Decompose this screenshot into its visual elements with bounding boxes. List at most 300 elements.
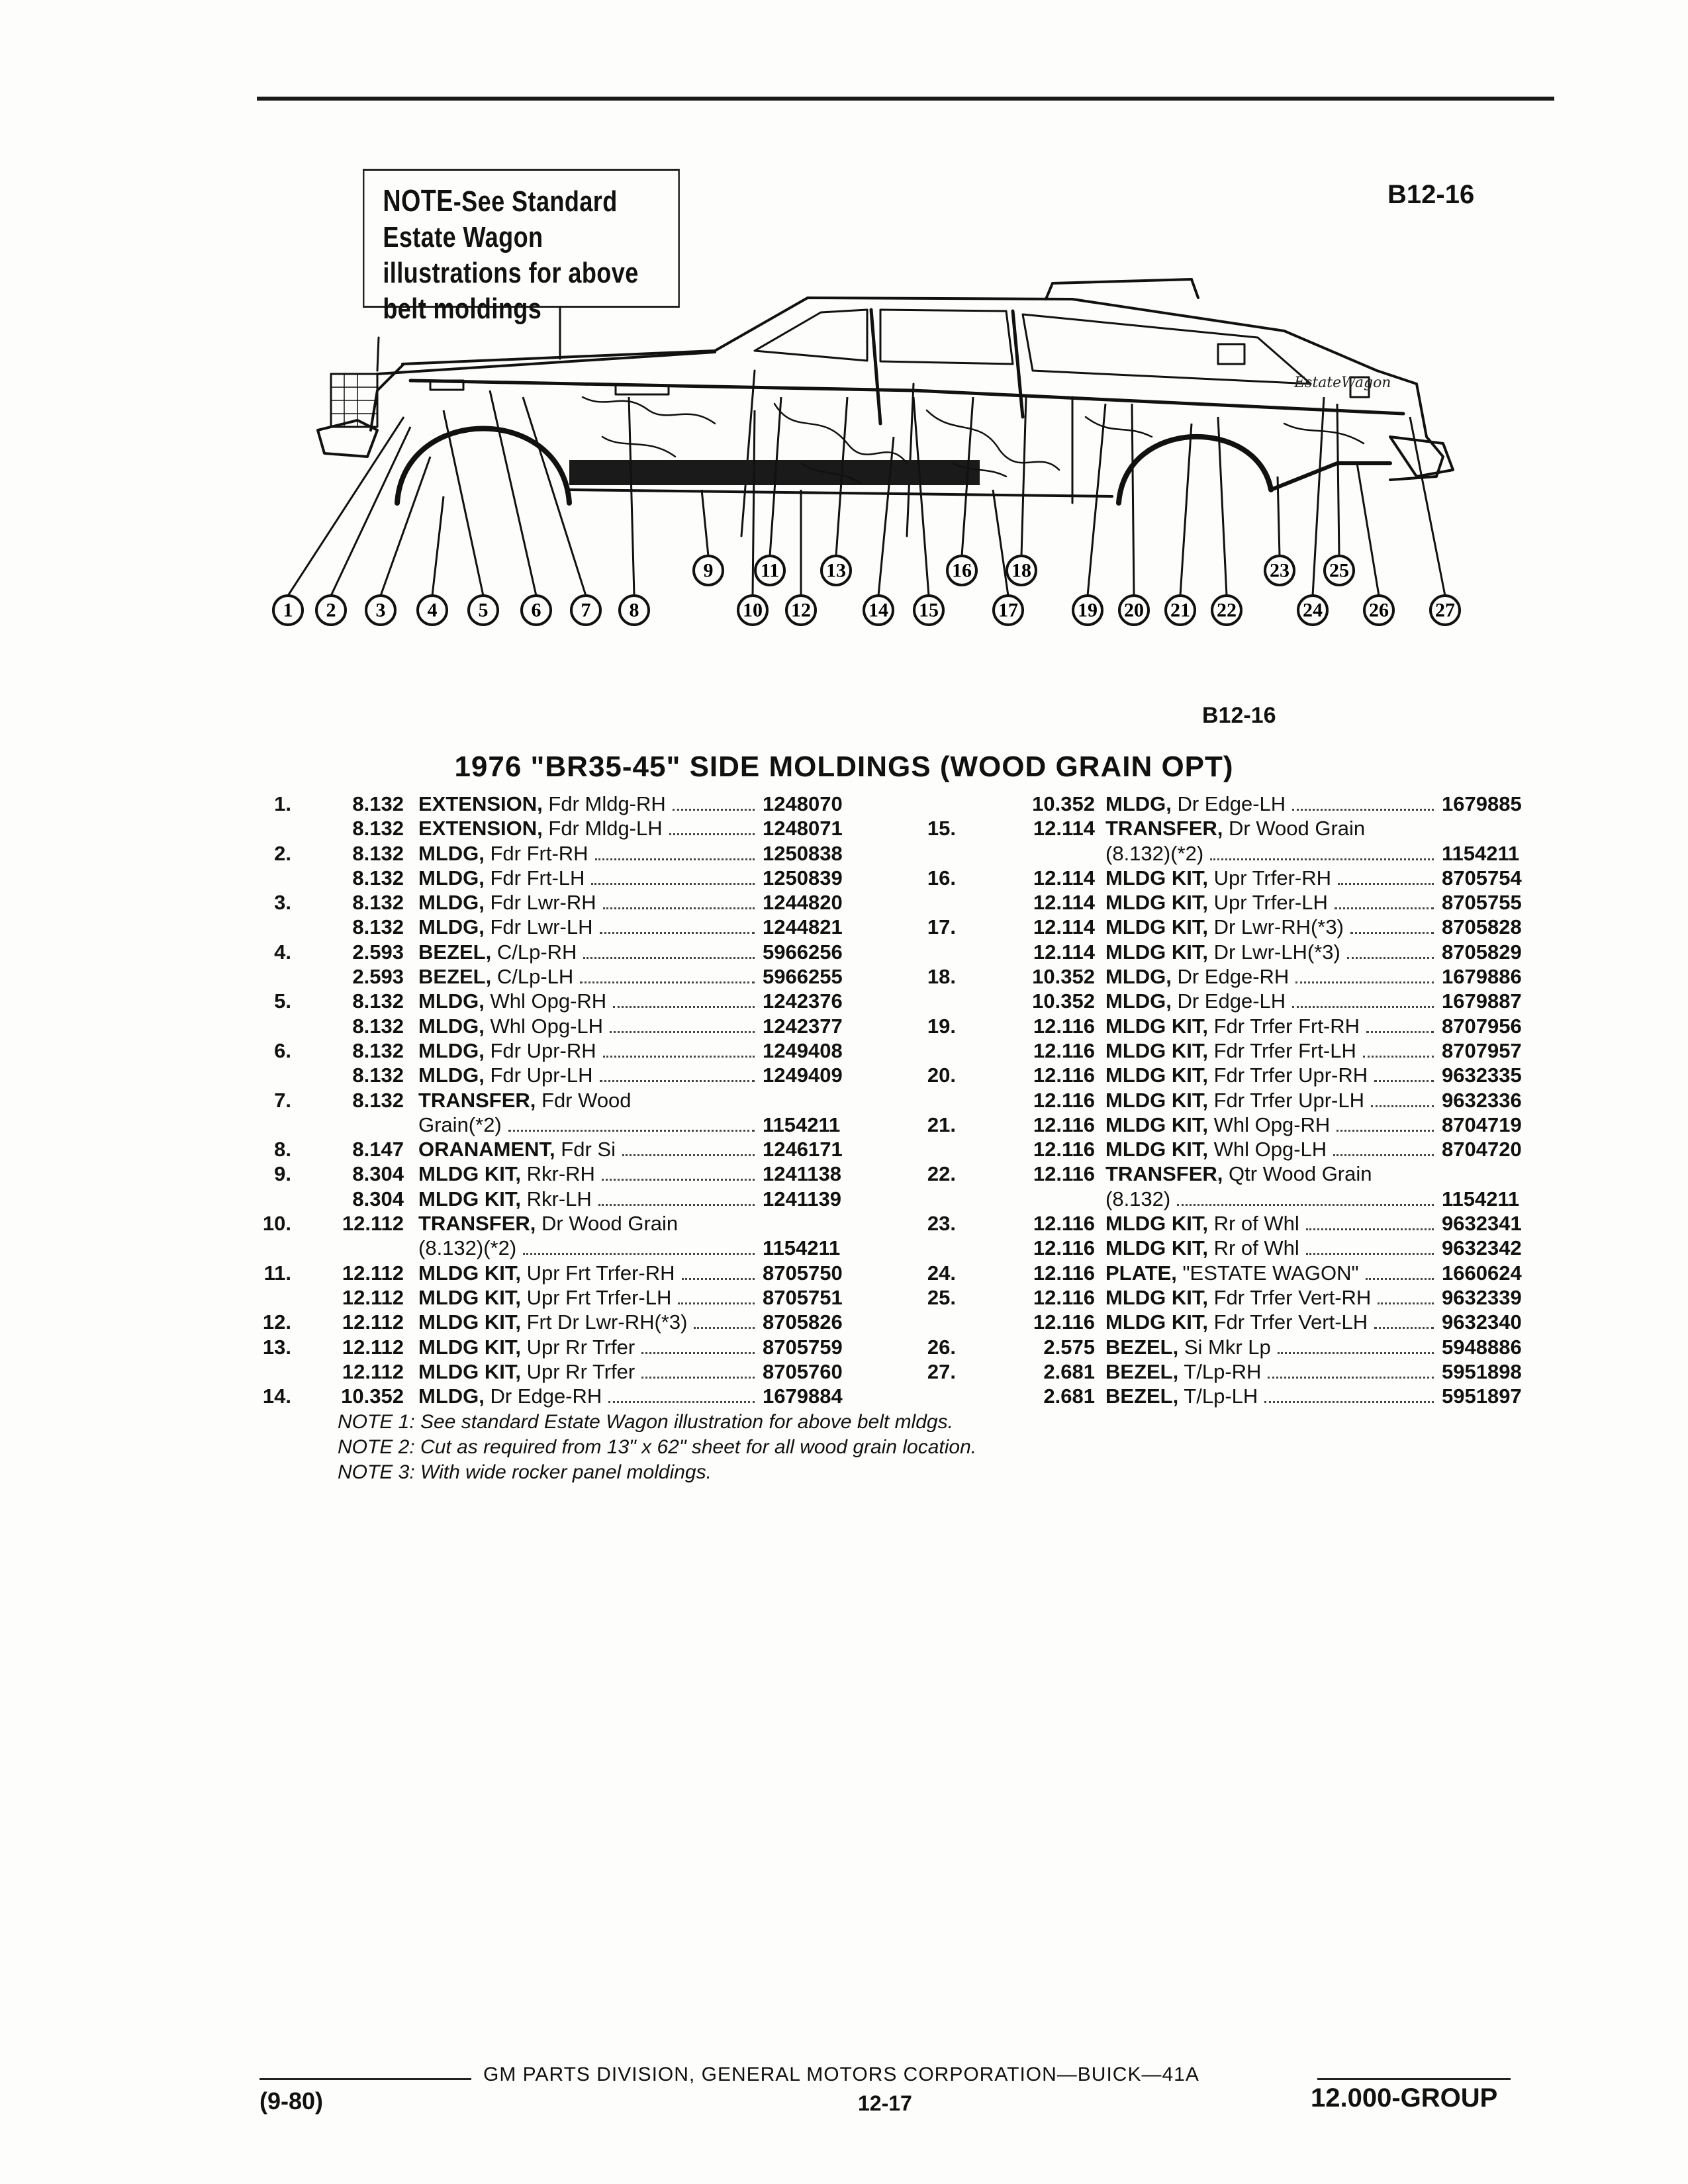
group-code: 2.593: [352, 940, 404, 964]
part-detail: T/Lp-LH: [1178, 1385, 1258, 1408]
callout-15: [914, 596, 943, 625]
part-name: EXTENSION,: [418, 817, 543, 841]
part-name: MLDG KIT,: [1105, 1088, 1208, 1112]
group-code: 12.116: [1033, 1310, 1095, 1334]
callout-12: [786, 596, 816, 625]
parts-row: [916, 866, 1556, 890]
part-detail: "ESTATE WAGON": [1176, 1261, 1359, 1285]
part-detail: Dr Lwr-RH(*3): [1208, 915, 1344, 939]
group-code: 8.132: [352, 866, 404, 889]
part-description: [1105, 1113, 1431, 1137]
part-detail: Fdr Si: [555, 1138, 616, 1161]
part-number: 8705759: [763, 1335, 843, 1359]
dot-leader: [1347, 957, 1434, 959]
part-name: MLDG,: [418, 841, 485, 865]
part-description: [1105, 989, 1431, 1013]
parts-row: [916, 1113, 1556, 1137]
part-name: MLDG KIT,: [418, 1285, 521, 1309]
group-code: 12.116: [1033, 1138, 1095, 1161]
part-number: 1679884: [763, 1385, 843, 1408]
part-detail: (8.132)(*2): [1105, 841, 1204, 865]
part-name: BEZEL,: [1105, 1335, 1179, 1359]
item-number: 6.: [274, 1038, 291, 1062]
footer-rule-right: [1317, 2078, 1511, 2080]
part-name: MLDG KIT,: [1105, 866, 1208, 889]
parts-row: [916, 915, 1556, 939]
item-number: 10.: [262, 1212, 291, 1236]
group-code: 12.114: [1033, 817, 1095, 841]
parts-row: [252, 890, 874, 915]
group-code: 12.116: [1033, 1038, 1095, 1062]
parts-row: [252, 1014, 874, 1038]
item-number: 17.: [927, 915, 956, 939]
part-number: 8704720: [1442, 1138, 1522, 1161]
part-number: 1679885: [1442, 792, 1522, 815]
svg-text:7: 7: [581, 599, 591, 621]
svg-text:4: 4: [427, 599, 438, 621]
dot-leader: [603, 1056, 755, 1058]
part-number: 1660624: [1442, 1261, 1522, 1285]
part-description: [418, 1088, 749, 1113]
part-description: [418, 1359, 749, 1384]
parts-row: [252, 1187, 874, 1211]
svg-text:27: 27: [1435, 599, 1455, 621]
svg-text:23: 23: [1270, 559, 1289, 582]
dot-leader: [1306, 1228, 1434, 1230]
dot-leader: [603, 907, 755, 909]
group-code: 10.352: [1032, 965, 1095, 989]
group-code: 8.304: [352, 1162, 404, 1186]
part-description: [1105, 1359, 1431, 1384]
dot-leader: [1350, 932, 1434, 934]
parts-row: [252, 1038, 874, 1063]
part-number: 8705755: [1442, 891, 1522, 915]
part-number: 1679887: [1442, 989, 1522, 1013]
part-detail: Rkr-RH: [521, 1162, 595, 1186]
group-code: 8.132: [352, 915, 404, 939]
dot-leader: [1374, 1080, 1434, 1082]
parts-row: [252, 1384, 874, 1408]
dot-leader: [1292, 809, 1434, 811]
callout-7: [571, 596, 600, 625]
parts-row: [252, 964, 874, 989]
dot-leader: [1366, 1278, 1434, 1280]
parts-row: [916, 1236, 1556, 1260]
part-number: 1242377: [763, 1014, 843, 1038]
part-number: 9632336: [1442, 1088, 1522, 1112]
part-number: 8705828: [1442, 915, 1522, 939]
part-number: 1249408: [763, 1038, 843, 1062]
callout-16: [947, 556, 976, 585]
part-name: MLDG KIT,: [1105, 915, 1208, 939]
dot-leader: [598, 1204, 755, 1206]
note-3: NOTE 3: With wide rocker panel moldings.: [338, 1461, 712, 1483]
part-description: [1105, 792, 1431, 816]
group-code: 10.352: [1032, 989, 1095, 1013]
group-code: 8.132: [352, 1064, 404, 1087]
part-number: 1241139: [763, 1187, 841, 1210]
part-number: 8707957: [1442, 1038, 1522, 1062]
part-name: PLATE,: [1105, 1261, 1177, 1285]
item-number: 24.: [927, 1261, 956, 1285]
parts-row: [252, 1137, 874, 1161]
part-detail: Fdr Trfer Upr-LH: [1208, 1088, 1364, 1112]
part-number: 1679886: [1442, 965, 1522, 989]
part-name: TRANSFER,: [1105, 1162, 1223, 1186]
dot-leader: [580, 981, 755, 983]
part-detail: C/Lp-RH: [491, 940, 577, 964]
part-description: [1105, 890, 1431, 915]
dot-leader: [1374, 1327, 1434, 1329]
parts-row: [916, 792, 1556, 816]
part-detail: T/Lp-RH: [1178, 1359, 1262, 1383]
svg-text:16: 16: [952, 559, 972, 582]
callout-23: [1265, 556, 1294, 585]
part-description: [418, 866, 749, 890]
part-name: BEZEL,: [1105, 1359, 1179, 1383]
item-number: 23.: [927, 1212, 956, 1236]
part-description: [1105, 1211, 1431, 1236]
dot-leader: [1295, 981, 1434, 983]
svg-text:18: 18: [1011, 559, 1031, 582]
part-detail: Dr Edge-LH: [1171, 792, 1286, 815]
part-description: [418, 989, 749, 1013]
group-code: 12.112: [342, 1261, 404, 1285]
group-code: 12.112: [342, 1335, 404, 1359]
part-number: 5951898: [1442, 1359, 1522, 1383]
part-name: MLDG KIT,: [418, 1187, 521, 1210]
item-number: 1.: [274, 792, 291, 815]
part-description: [418, 1310, 749, 1334]
part-description: [418, 816, 749, 841]
parts-row: [916, 841, 1556, 866]
parts-row: [252, 1063, 874, 1087]
group-code: 12.114: [1033, 915, 1095, 939]
part-detail: Fdr Upr-RH: [484, 1038, 596, 1062]
item-number: 27.: [927, 1359, 956, 1383]
item-number: 9.: [274, 1162, 291, 1186]
group-code: 12.114: [1033, 866, 1095, 889]
svg-text:9: 9: [703, 559, 714, 582]
parts-row: [916, 1187, 1556, 1211]
part-number: 1242376: [763, 989, 843, 1013]
parts-row: [916, 1285, 1556, 1310]
group-code: 12.116: [1033, 1212, 1095, 1236]
group-code: 12.116: [1033, 1162, 1095, 1186]
part-number: 5951897: [1442, 1385, 1522, 1408]
group-code: 12.112: [342, 1359, 404, 1383]
part-detail: Dr Wood Grain: [536, 1212, 679, 1236]
part-detail: Fdr Lwr-RH: [484, 891, 596, 915]
parts-row: [252, 1088, 874, 1113]
dot-leader: [1338, 883, 1434, 885]
part-name: MLDG,: [418, 1385, 485, 1408]
group-code: 8.132: [352, 1038, 404, 1062]
svg-text:6: 6: [531, 599, 541, 621]
parts-row: [916, 1310, 1556, 1334]
callout-13: [821, 556, 851, 585]
part-description: [418, 1261, 749, 1285]
svg-text:13: 13: [826, 559, 846, 582]
part-description: [1105, 841, 1431, 866]
part-description: [1105, 1038, 1431, 1063]
svg-text:1: 1: [283, 599, 293, 621]
group-code: 12.112: [342, 1212, 404, 1236]
part-detail: (8.132): [1105, 1187, 1171, 1210]
part-name: MLDG,: [1105, 792, 1172, 815]
item-number: 8.: [274, 1138, 291, 1161]
parts-list-right: [916, 792, 1556, 1408]
part-description: [418, 792, 749, 816]
group-number: 12.000-GROUP: [1311, 2083, 1498, 2113]
svg-text:26: 26: [1369, 599, 1389, 621]
part-detail: Upr Rr Trfer: [521, 1335, 635, 1359]
svg-text:12: 12: [791, 599, 811, 621]
dot-leader: [1333, 1154, 1434, 1156]
part-detail: Fdr Wood: [536, 1088, 632, 1112]
item-number: 21.: [927, 1113, 956, 1136]
part-detail: Fdr Lwr-LH: [484, 915, 593, 939]
dot-leader: [641, 1352, 755, 1354]
part-detail: Rr of Whl: [1208, 1212, 1299, 1236]
group-code: 8.147: [352, 1138, 404, 1161]
part-number: 1244821: [763, 915, 843, 939]
callout-24: [1298, 596, 1327, 625]
parts-row: [252, 940, 874, 964]
part-name: BEZEL,: [418, 940, 492, 964]
item-number: 4.: [274, 940, 291, 964]
parts-row: [916, 1063, 1556, 1087]
part-detail: Fdr Trfer Frt-RH: [1208, 1014, 1360, 1038]
part-detail: Whl Opg-LH: [484, 1014, 604, 1038]
parts-row: [916, 1088, 1556, 1113]
part-description: [1105, 1014, 1431, 1038]
svg-text:14: 14: [868, 599, 888, 621]
part-name: TRANSFER,: [418, 1088, 536, 1112]
part-name: BEZEL,: [418, 965, 492, 989]
part-number: 8705750: [763, 1261, 843, 1285]
part-description: [418, 940, 749, 964]
callout-4: [418, 596, 447, 625]
dot-leader: [1363, 1056, 1434, 1058]
item-number: 18.: [927, 965, 956, 989]
part-detail: Grain(*2): [418, 1113, 502, 1136]
part-number: 1249409: [763, 1064, 843, 1087]
part-detail: Whl Opg-RH: [1208, 1113, 1331, 1136]
part-number: 1250838: [763, 841, 843, 865]
callout-14: [864, 596, 893, 625]
group-code: 8.132: [352, 792, 404, 815]
part-name: MLDG,: [418, 1064, 485, 1087]
group-code: 10.352: [341, 1385, 404, 1408]
part-detail: Upr Trfer-RH: [1208, 866, 1331, 889]
part-description: [418, 1113, 749, 1137]
parts-row: [916, 890, 1556, 915]
part-name: MLDG KIT,: [418, 1359, 521, 1383]
callout-18: [1007, 556, 1036, 585]
part-number: 9632341: [1442, 1212, 1522, 1236]
svg-text:8: 8: [629, 599, 639, 621]
part-detail: Si Mkr Lp: [1178, 1335, 1271, 1359]
callout-17: [994, 596, 1023, 625]
dot-leader: [682, 1278, 755, 1280]
dot-leader: [1210, 858, 1434, 860]
dot-leader: [641, 1377, 755, 1379]
part-detail: Frt Dr Lwr-RH(*3): [521, 1310, 688, 1334]
parts-row: [916, 1161, 1556, 1186]
svg-text:11: 11: [760, 559, 780, 582]
dot-leader: [508, 1130, 755, 1132]
part-description: [1105, 1261, 1431, 1285]
part-detail: Dr Edge-RH: [1171, 965, 1289, 989]
parts-row: [252, 1285, 874, 1310]
group-code: 10.352: [1032, 792, 1095, 815]
part-description: [418, 1335, 749, 1359]
item-number: 11.: [263, 1261, 291, 1285]
group-code: 2.593: [352, 965, 404, 989]
item-number: 5.: [274, 989, 291, 1013]
parts-row: [252, 1261, 874, 1285]
dot-leader: [1336, 1130, 1434, 1132]
part-number: 1248071: [763, 817, 843, 841]
part-detail: Dr Lwr-LH(*3): [1208, 940, 1340, 964]
item-number: 15.: [927, 817, 956, 841]
item-number: 3.: [274, 891, 291, 915]
parts-row: [252, 915, 874, 939]
svg-text:21: 21: [1170, 599, 1190, 621]
part-description: [418, 1384, 749, 1408]
part-detail: Rkr-LH: [521, 1187, 592, 1210]
parts-row: [916, 1211, 1556, 1236]
part-detail: Whl Opg-RH: [484, 989, 607, 1013]
part-description: [418, 1161, 749, 1186]
svg-text:2: 2: [326, 599, 336, 621]
part-description: [1105, 1063, 1431, 1087]
part-description: [1105, 1161, 1431, 1186]
svg-text:10: 10: [743, 599, 763, 621]
group-code: 8.132: [352, 891, 404, 915]
estate-wagon-script: EstateWagon: [1294, 375, 1391, 391]
parts-row: [252, 866, 874, 890]
part-number: 1246171: [763, 1138, 843, 1161]
group-code: 12.114: [1033, 940, 1095, 964]
dot-leader: [602, 1179, 755, 1181]
group-code: 8.132: [352, 1088, 404, 1112]
part-detail: Upr Frt Trfer-RH: [521, 1261, 675, 1285]
part-name: MLDG KIT,: [418, 1335, 521, 1359]
callout-19: [1073, 596, 1102, 625]
dot-leader: [673, 809, 755, 811]
parts-row: [916, 940, 1556, 964]
dot-leader: [1335, 907, 1434, 909]
group-code: 12.116: [1033, 1261, 1095, 1285]
note-text: -See Standard Estate Wagon illustrations for above belt moldings: [383, 185, 639, 325]
part-detail: Fdr Trfer Frt-LH: [1208, 1038, 1356, 1062]
part-number: 9632342: [1442, 1236, 1522, 1260]
part-number: 1154211: [1442, 841, 1520, 865]
part-number: 1154211: [763, 1236, 841, 1260]
part-name: MLDG KIT,: [1105, 1038, 1208, 1062]
part-description: [1105, 940, 1431, 964]
part-detail: (8.132)(*2): [418, 1236, 517, 1260]
parts-row: [252, 1359, 874, 1384]
dot-leader: [1306, 1253, 1434, 1255]
part-number: 8704719: [1442, 1113, 1522, 1136]
dot-leader: [591, 883, 755, 885]
dot-leader: [678, 1302, 755, 1304]
part-description: [1105, 1137, 1431, 1161]
part-detail: Fdr Trfer Vert-LH: [1208, 1310, 1368, 1334]
part-number: 1244820: [763, 891, 843, 915]
item-number: 13.: [262, 1335, 291, 1359]
dot-leader: [1292, 1006, 1434, 1008]
parts-row: [252, 792, 874, 816]
parts-row: [252, 1335, 874, 1359]
item-number: 7.: [274, 1088, 291, 1112]
part-detail: Upr Frt Trfer-LH: [521, 1285, 672, 1309]
parts-row: [252, 1236, 874, 1260]
item-number: 16.: [927, 866, 956, 889]
callout-21: [1166, 596, 1195, 625]
part-detail: Rr of Whl: [1208, 1236, 1299, 1260]
part-name: MLDG KIT,: [1105, 1212, 1208, 1236]
part-name: MLDG KIT,: [1105, 1236, 1208, 1260]
dot-leader: [1366, 1031, 1434, 1033]
part-number: 5966255: [763, 965, 843, 989]
parts-row: [252, 1113, 874, 1137]
dot-leader: [613, 1006, 755, 1008]
part-description: [418, 964, 749, 989]
dot-leader: [608, 1401, 755, 1403]
group-code: 8.132: [352, 817, 404, 841]
dot-leader: [1278, 1352, 1434, 1354]
parts-row: [252, 841, 874, 866]
part-description: [1105, 816, 1431, 841]
item-number: 2.: [274, 841, 291, 865]
dot-leader: [1371, 1105, 1434, 1107]
note-2: NOTE 2: Cut as required from 13" x 62" sheet for all wood grain location.: [338, 1436, 977, 1458]
part-description: [1105, 1310, 1431, 1334]
item-number: 14.: [262, 1385, 291, 1408]
car-illustration: [252, 238, 1483, 662]
dot-leader: [1177, 1204, 1434, 1206]
part-detail: Fdr Mldg-RH: [542, 792, 666, 815]
part-detail: Dr Edge-LH: [1171, 989, 1286, 1013]
svg-text:19: 19: [1078, 599, 1098, 621]
part-name: MLDG,: [418, 989, 485, 1013]
parts-row: [916, 1137, 1556, 1161]
part-description: [1105, 915, 1431, 939]
footer-rule-left: [259, 2078, 471, 2080]
part-description: [418, 1236, 749, 1260]
svg-text:3: 3: [375, 599, 386, 621]
dot-leader: [583, 957, 755, 959]
group-code: 12.116: [1033, 1064, 1095, 1087]
part-detail: Whl Opg-LH: [1208, 1138, 1327, 1161]
top-rule: [257, 97, 1554, 101]
part-number: 1250839: [763, 866, 843, 889]
parts-row: [916, 989, 1556, 1013]
part-name: BEZEL,: [1105, 1385, 1179, 1408]
section-title: 1976 "BR35-45" SIDE MOLDINGS (WOOD GRAIN OPT): [454, 751, 1234, 783]
svg-text:22: 22: [1217, 599, 1237, 621]
part-description: [418, 890, 749, 915]
part-detail: Dr Wood Grain: [1223, 817, 1366, 841]
part-description: [1105, 1384, 1431, 1408]
svg-text:15: 15: [919, 599, 939, 621]
svg-text:25: 25: [1329, 559, 1349, 582]
part-name: MLDG,: [1105, 965, 1172, 989]
